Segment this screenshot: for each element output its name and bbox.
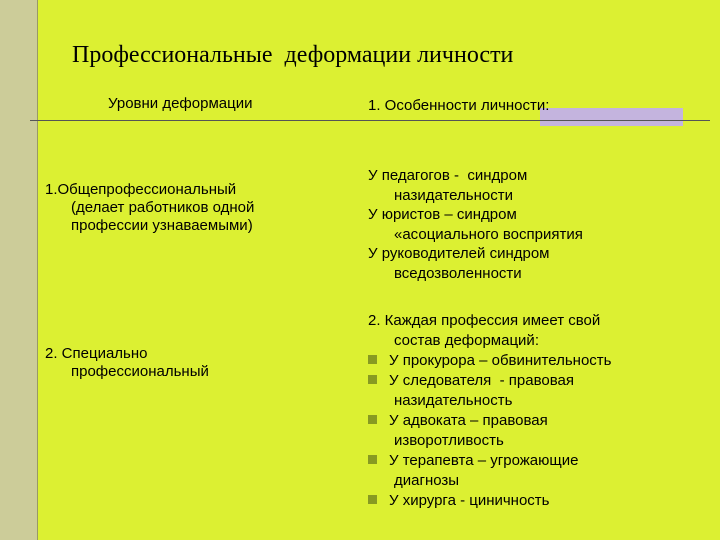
square-bullet-icon [368, 415, 377, 424]
list-item [368, 491, 611, 511]
feature-line: У руководителей синдром [368, 245, 550, 262]
feature-line-cont: вседозволенности [394, 264, 522, 282]
feature-line: У юристов – синдром [368, 206, 517, 223]
square-bullet-icon [368, 495, 377, 504]
slide-title: Профессиональные деформации личности [72, 42, 514, 68]
level-1-block [45, 181, 254, 235]
feature-line: У педагогов - синдром [368, 167, 528, 184]
level-1-desc-line: (делает работников одной [71, 199, 255, 216]
level-1-title: 1.Общепрофессиональный [45, 181, 237, 198]
list-item-text: У следователя - правовая [389, 372, 575, 389]
list-item-text: У прокурора – обвинительность [389, 352, 612, 369]
feature-line-cont: назидательности [394, 186, 513, 204]
list-item-cont: назидательность [394, 392, 513, 409]
features-2-intro: 2. Каждая профессия имеет свой [368, 312, 601, 329]
list-item-text: У терапевта – угрожающие [389, 452, 579, 469]
header-divider [30, 120, 710, 121]
list-item [368, 351, 611, 371]
header-levels: Уровни деформации [108, 95, 253, 112]
level-2-title-cont: профессиональный [71, 363, 209, 380]
square-bullet-icon [368, 375, 377, 384]
list-item [368, 451, 611, 471]
level-2-block [45, 345, 209, 381]
features-2-intro-cont: состав деформаций: [394, 332, 539, 349]
level-2-title: 2. Специально [45, 345, 148, 362]
header-accent-bar [540, 108, 683, 126]
list-item [368, 371, 611, 391]
list-item-cont: изворотливость [394, 432, 504, 449]
list-item [368, 411, 611, 431]
list-item-cont: диагнозы [394, 472, 460, 489]
left-decorative-band [0, 0, 38, 540]
square-bullet-icon [368, 455, 377, 464]
level-1-desc-line: профессии узнаваемыми) [71, 217, 253, 234]
square-bullet-icon [368, 355, 377, 364]
features-2-block [368, 311, 611, 511]
features-1-block [368, 166, 583, 283]
feature-line-cont: «асоциального восприятия [394, 225, 583, 243]
list-item-text: У адвоката – правовая [389, 412, 548, 429]
list-item-text: У хирурга - циничность [389, 492, 550, 509]
header-features: 1. Особенности личности: [368, 97, 550, 114]
